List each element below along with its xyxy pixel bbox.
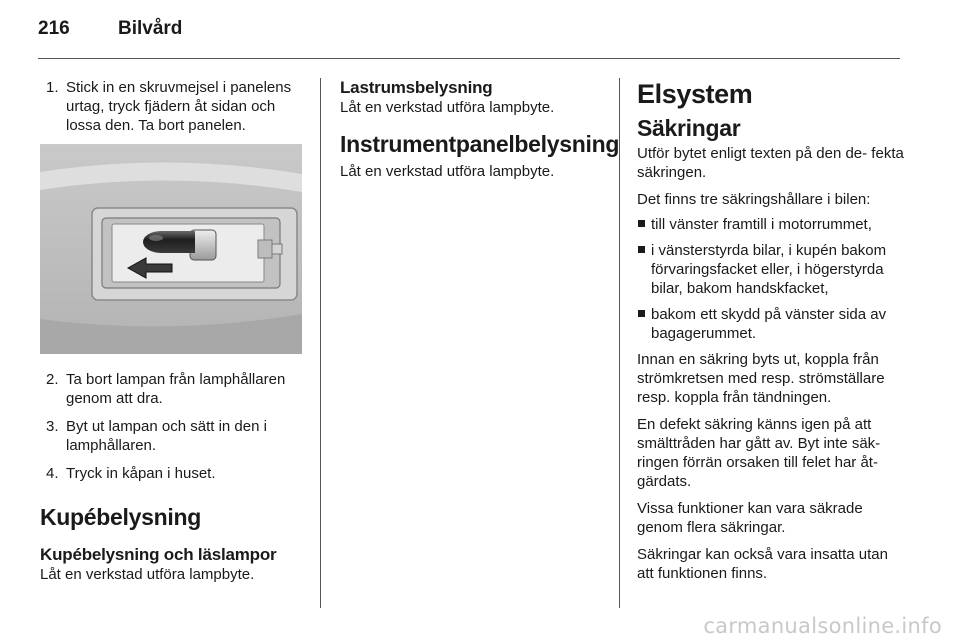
- step-text: Tryck in kåpan i huset.: [66, 465, 216, 482]
- column-2: [340, 78, 620, 189]
- paragraph: Säkringar kan också vara insatta utan att funktionen finns.: [637, 546, 888, 582]
- step-number: 3.: [46, 418, 59, 435]
- column-divider-2: [619, 78, 620, 608]
- body-text: Låt en verkstad utföra lampbyte.: [340, 99, 555, 116]
- subheading-kupebelysning-laslampor: Kupébelysning och läslampor: [40, 545, 277, 564]
- step-number: 1.: [46, 79, 59, 96]
- column-divider-1: [320, 78, 321, 608]
- step-item: [40, 78, 305, 135]
- paragraph: Det finns tre säkringshållare i bilen:: [637, 191, 871, 208]
- paragraph: En defekt säkring känns igen på att smälttråden har gått av. Byt inte säk- ringen förrän orsaken till felet har åt- gärdats.: [637, 416, 881, 490]
- body-text: Låt en verkstad utföra lampbyte.: [40, 566, 255, 583]
- list-item: till vänster framtill i motorrummet,: [637, 215, 905, 234]
- step-text: Stick in en skruvmejsel i panelens urtag, tryck fjädern åt sidan och lossa den. Ta bort panelen.: [66, 79, 292, 134]
- step-item: [40, 417, 305, 455]
- step-item: [40, 464, 305, 483]
- fuse-box-locations-list: [637, 215, 905, 343]
- section-title: Bilvård: [118, 18, 183, 39]
- paragraph: Innan en säkring byts ut, koppla från strömkretsen med resp. strömställare resp. koppla från tändningen.: [637, 351, 885, 406]
- step-number: 4.: [46, 465, 59, 482]
- step-item: [40, 370, 305, 408]
- paragraph: Vissa funktioner kan vara säkrade genom flera säkringar.: [637, 500, 863, 536]
- step-text: Byt ut lampan och sätt in den i lamphållaren.: [66, 418, 267, 454]
- steps-list-a: [40, 78, 305, 135]
- heading-instrumentpanelbelysning: Instrumentpanelbelysning: [340, 131, 620, 157]
- column-3: [637, 78, 905, 591]
- lamp-replacement-illustration: [40, 144, 302, 354]
- header-rule: [38, 58, 900, 59]
- body-text: Låt en verkstad utföra lampbyte.: [340, 163, 555, 180]
- watermark: carmanualsonline.info: [703, 614, 942, 638]
- list-item: i vänsterstyrda bilar, i kupén bakom förvaringsfacket eller, i högerstyrda bilar, bakom handskfacket,: [637, 241, 905, 298]
- step-text: Ta bort lampan från lamphållaren genom att dra.: [66, 371, 286, 407]
- heading-elsystem: Elsystem: [637, 79, 753, 109]
- heading-sakringar: Säkringar: [637, 115, 741, 141]
- column-1: [40, 78, 305, 592]
- step-number: 2.: [46, 371, 59, 388]
- steps-list-b: [40, 370, 305, 483]
- heading-lastrumsbelysning: Lastrumsbelysning: [340, 78, 493, 97]
- heading-kupebelysning: Kupébelysning: [40, 504, 201, 530]
- page-number: 216: [38, 18, 70, 39]
- paragraph: Utför bytet enligt texten på den de- fekta säkringen.: [637, 145, 904, 181]
- list-item: bakom ett skydd på vänster sida av bagagerummet.: [637, 305, 905, 343]
